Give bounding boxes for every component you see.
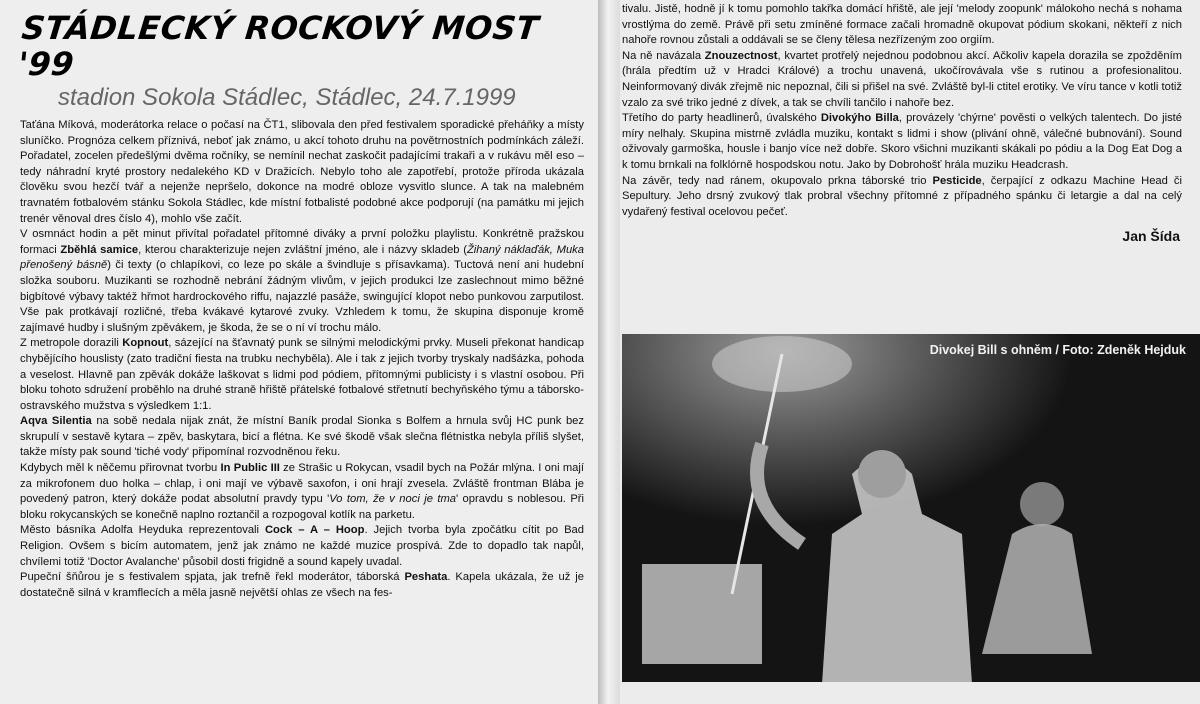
- band-name: Peshata: [404, 571, 448, 584]
- paragraph-zbehla-samice: [20, 227, 584, 336]
- quote: Vo tom, že v noci je tma: [329, 493, 456, 506]
- paragraph-divokej-bill: [622, 111, 1182, 173]
- performer-left-head: [858, 450, 906, 498]
- paragraph-kopnout: [20, 336, 584, 414]
- band-name: Pesticide: [932, 174, 982, 187]
- text-segment: , sázející na šťavnatý punk se silnými melodickými prvky. Museli překonat handicap chybějícího houslisty (zato tradiční fiesta na trubku nechyběla). Ale i tak z jejich tvorby tryskaly nadšázka, pohoda a veselost. Hlavně pan zpěvák dokáže laškovat s lidmi pod pódiem, přítomnými publicisty i s vlastní osobou. Při bloku tohoto sdružení proběhlo na druhé straně hřiště přátelské fotbalové střetnutí bechyňského týmu a táborsko-ostravského mužstva s výsledkem 1:1.: [20, 337, 584, 412]
- text-segment: Z metropole dorazili: [20, 337, 123, 350]
- text-segment: . Jejich tvorba byla zpočátku cítit po Bad Religion. Ovšem s bicím automatem, jenž jak známo ne každé muzice prospívá. Zde to dopadlo tak napůl, chvílemi totiž 'Doctor Avalanche' působil dosti frigidně a sound kapely uvadal.: [20, 524, 584, 568]
- band-name: Cock – A – Hoop: [264, 524, 365, 537]
- paragraph-intro-text: Taťána Míková, moderátorka relace o počasí na ČT1, slibovala den před festivalem sporadické přeháňky a místy sluníčko. Prognóza celkem příznivá, neboť jak známo, u akcí tohoto druhu na povětrnostních podmínkách záleží. Pořadatel, zocelen předešlými dvěma ročníky, se nemínil nechat zaskočit padajícími trakaři a v rukávu měl eso – tedy náhradní kryté prostory nedalekého KD v Dražicích. Nebylo toho ale zapotřebí, protože příroda ukázala člověku svou hezčí tvář a nejenže nepršelo, dokonce na modré obloze vysvitlo slunce. A tak na malebném travnatém fotbalovém stánku Sokola Stádlec, kde místní fotbalisté podobné akce podporují (na památku mi jejich trenér věnoval dres číslo 4), mohlo vše začít.: [20, 119, 584, 225]
- band-name: In Public III: [220, 462, 280, 475]
- paragraph-intro: [20, 118, 584, 227]
- band-name: Aqva Silentia: [20, 415, 92, 428]
- text-segment: Město básníka Adolfa Heyduka reprezentovali: [20, 524, 265, 537]
- text-segment: V osmnáct hodin a pět minut přivítal pořadatel přítomné diváky a první položku playlistu. Konkrétně pražskou formaci: [20, 228, 584, 256]
- text-segment: . Kapela ukázala, že už je dostatečně silná v kramflecích a měla jasně největší ohlas ze všech na fes-: [20, 571, 584, 599]
- text-segment: ' opravdu s noblesou. Při bloku rokycanských se konečně naplno roztančil a rozpogoval kotlík na parketu.: [20, 493, 584, 521]
- paragraph-peshata: [20, 570, 584, 601]
- text-segment: , čerpající z odkazu Machine Head či Sepultury. Jeho drsný zvukový tlak probral všechny přítomné z případného spánku či letargie a dal na celý vydařený festival ocelovou pečeť.: [622, 174, 1182, 218]
- text-segment: Na ně navázala: [622, 49, 705, 62]
- fire-flame: [712, 336, 852, 392]
- right-page: [620, 0, 1200, 704]
- band-name: Zběhlá samice: [60, 243, 139, 256]
- text-segment: Kdybych měl k něčemu přirovnat tvorbu: [20, 462, 221, 475]
- text-segment: , provázely 'chýrne' pověsti o velkých talentech. Do jisté míry nelhaly. Skupina mistrně zvládla muziku, kontakt s lidmi i show (plivání ohně, válečné bubnování). Sound oživovaly garmoška, housle i banjo více než dobře. Skoro všichni muzikanti skákali po pódiu a la Dog Eat Dog a k tomu brnkali na folklórně hospodskou notu. Jako by Dobrohošť hrála muziku Headcrash.: [622, 112, 1182, 171]
- page-gutter: [598, 0, 620, 704]
- concert-photo: [622, 334, 1200, 682]
- text-segment: , kterou charakterizuje nejen zvláštní jméno, ale i názvy skladeb (: [138, 243, 467, 256]
- text-segment: na sobě nedala nijak znát, že místní Baník prodal Sionka s Bolfem a hrnula svůj HC punk bez skrupulí v sestavě kytara – zpěv, baskytara, bicí a flétna. Ke své škodě však slečna flétnistka nebyla příliš slyšet, takže místy pak sound 'tiché vody' připomínal rozvodněnou řeku.: [20, 415, 584, 459]
- paragraph-peshata-cont: [622, 2, 1182, 49]
- photo-caption: Divokej Bill s ohněm / Foto: Zdeněk Hejduk: [929, 343, 1186, 357]
- band-name: Divokýho Billa: [820, 112, 899, 125]
- paragraph-pesticide: [622, 174, 1182, 221]
- performer-right-head: [1020, 482, 1064, 526]
- text-segment: ) či texty (o chlapíkovi, co leze po skále a švindluje s přísavkama). Tuctová není ani hudební složka souboru. Muzikanti se rozhodně nebrání žádným vlivům, v jejich produkci lze zaslechnout mimo běžné bigbítové výbavy taktéž hřmot hardrockového riffu, najazzlé pasáže, swingující klopot nebo punkovou zarputilost. Vše pak protkávají rozličné, třeba kvákavé kytarové zvuky. Vzhledem k tomu, že skupina disponuje kromě zajímavé hudby i slušným zpěvákem, je škoda, že se o ní ví trochu málo.: [20, 259, 584, 334]
- band-name: Kopnout: [122, 337, 169, 350]
- stage-banner: [642, 564, 762, 664]
- text-segment: tivalu. Jistě, hodně jí k tomu pomohlo takřka domácí hřiště, ale její 'melody zoopunk' málokoho nechá s nohama vrostlýma do země. Právě při setu zmíněné formace začali hromadně okupovat pódium skokani, někteří z nich nahoře rovnou zůstali a oddávali se se členy tělesa nezřízeným zoo orgiím.: [622, 3, 1182, 47]
- text-segment: Na závěr, tedy nad ránem, okupovalo prkna táborské trio: [622, 174, 933, 187]
- author-byline: Jan Šída: [1122, 228, 1180, 245]
- text-segment: ze Strašic u Rokycan, vsadil bych na Požár mlýna. I oni mají za mikrofonem duo holka – chlap, i oni mají ve výbavě saxofon, i oni hrají zvesela. Zvláště frontman Blába je povedený patron, který dokáže podat absolutní pravdy typu ': [20, 462, 584, 506]
- text-segment: , kvartet protřelý nejednou podobnou akcí. Ačkoliv kapela dorazila se zpožděním (hrála předtím už v Hradci Králové) a trochu unavená, ukočírovávala vše s rutinou a profesionalitou. Neinformovaný divák zřejmě nic nepoznal, čili si přišel na své. Zvláště byl-li ctitel erotiky. Ve víru tance v kotli totiž vzalo za své triko jedné z dívek, a tak se chvíli tančilo i nahoře bez.: [622, 49, 1183, 109]
- left-page: [0, 0, 598, 704]
- article-title: STÁDLECKÝ ROCKOVÝ MOST '99: [16, 9, 541, 83]
- text-segment: Pupeční šňůrou je s festivalem spjata, jak trefně řekl moderátor, táborská: [20, 571, 405, 584]
- paragraph-znouzectnost: [622, 49, 1182, 111]
- article-subtitle: stadion Sokola Stádlec, Stádlec, 24.7.1999: [58, 84, 516, 111]
- photo-illustration: [622, 334, 1200, 682]
- band-name: Znouzectnost: [704, 49, 778, 62]
- paragraph-in-public: [20, 461, 584, 523]
- paragraph-cock-a-hoop: [20, 523, 584, 570]
- text-segment: Třetího do party headlinerů, úvalského: [622, 112, 821, 125]
- paragraph-aqva-silentia: [20, 414, 584, 461]
- song-titles: Žihaný náklaďák, Muka přenošený básně: [20, 243, 584, 272]
